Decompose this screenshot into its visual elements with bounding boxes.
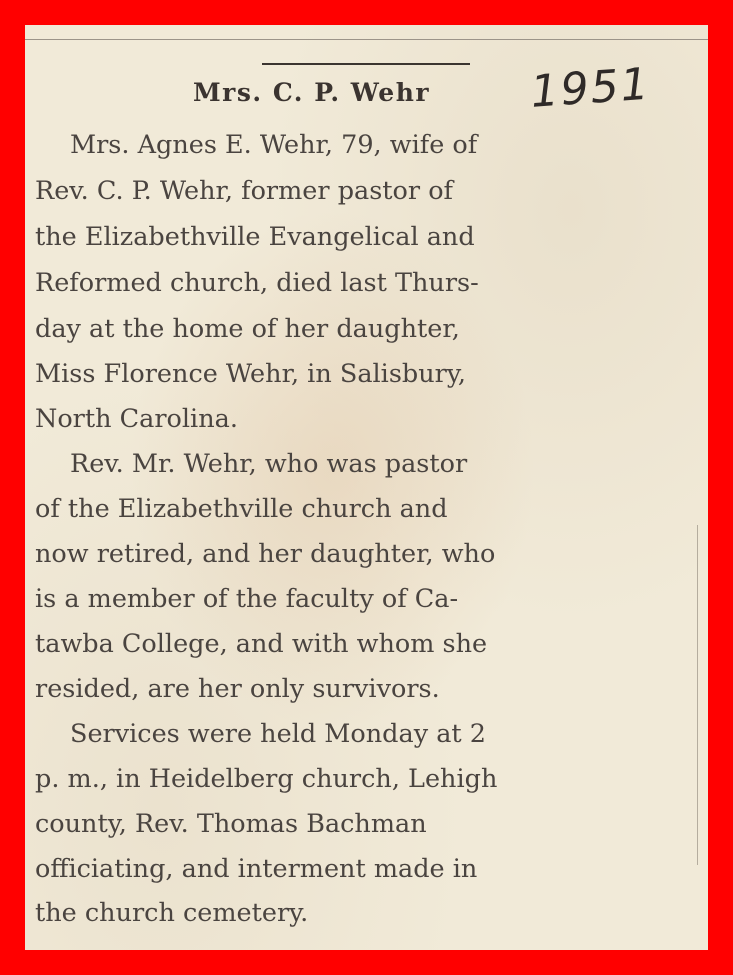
newspaper-clipping	[25, 25, 708, 950]
article-line: the church cemetery.	[35, 898, 309, 928]
article-line: officiating, and interment made in	[35, 854, 478, 884]
article-line: of the Elizabethville church and	[35, 494, 448, 524]
article-line: resided, are her only survivors.	[35, 674, 440, 704]
article-line: Mrs. Agnes E. Wehr, 79, wife of	[70, 130, 478, 160]
column-edge	[697, 525, 698, 865]
article-line: North Carolina.	[35, 404, 238, 434]
article-line: the Elizabethville Evangelical and	[35, 222, 475, 252]
headline-rule	[262, 63, 470, 65]
article-line: tawba College, and with whom she	[35, 629, 488, 659]
article-line: p. m., in Heidelberg church, Lehigh	[35, 764, 498, 794]
top-column-rule	[25, 39, 708, 40]
article-line: Services were held Monday at 2	[70, 719, 486, 749]
article-line: day at the home of her daughter,	[35, 314, 460, 344]
article-line: county, Rev. Thomas Bachman	[35, 809, 427, 839]
obituary-headline: Mrs. C. P. Wehr	[193, 78, 431, 107]
article-line: is a member of the faculty of Ca-	[35, 584, 459, 614]
article-line: Miss Florence Wehr, in Salisbury,	[35, 359, 466, 389]
article-line: Rev. C. P. Wehr, former pastor of	[35, 176, 453, 206]
handwritten-year: 1951	[529, 58, 653, 118]
article-line: now retired, and her daughter, who	[35, 539, 496, 569]
article-line: Reformed church, died last Thurs-	[35, 268, 479, 298]
article-line: Rev. Mr. Wehr, who was pastor	[70, 449, 468, 479]
